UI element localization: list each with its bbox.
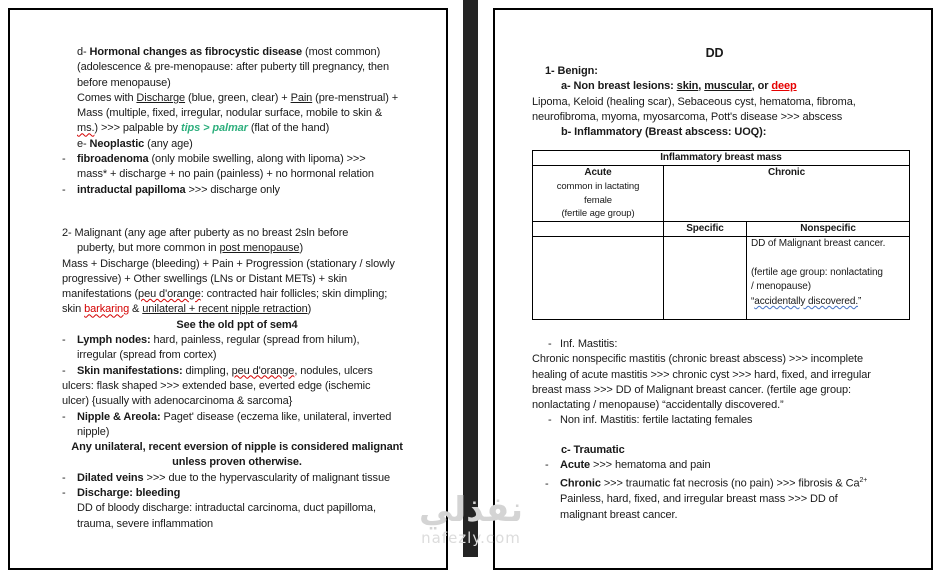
text-segment: trauma, severe inflammation	[77, 517, 214, 530]
text-segment: Pain	[290, 91, 313, 104]
text-segment: DD of bloody discharge: intraductal carcinoma, duct papilloma,	[77, 502, 376, 515]
text-segment: &	[129, 303, 143, 316]
text-segment: a- Non breast lesions:	[561, 80, 677, 93]
text-segment: Lymph nodes:	[77, 334, 151, 347]
text-segment	[751, 252, 754, 263]
acute-label: Acute	[584, 167, 612, 179]
text-line	[77, 45, 442, 60]
text-line	[62, 440, 412, 455]
text-segment: (flat of the hand)	[247, 122, 330, 135]
text-segment: Non inf. Mastitis: fertile lactating females	[560, 414, 753, 427]
text-segment: -	[62, 364, 66, 377]
text-segment: Hormonal changes as fibrocystic disease	[89, 46, 303, 58]
text-line	[751, 295, 905, 310]
text-line	[561, 443, 927, 458]
text-segment: skin	[62, 303, 85, 316]
text-segment: : contracted hair follicles; skin dimpling;	[200, 288, 388, 301]
text-segment: / menopause)	[751, 281, 811, 293]
text-line	[548, 413, 927, 428]
text-segment: -	[62, 334, 66, 347]
text-segment: peu d'orange	[138, 288, 201, 301]
text-line	[62, 486, 442, 501]
text-segment: (most common)	[302, 46, 381, 58]
text-segment: intraductal papilloma	[77, 183, 186, 196]
text-line	[560, 508, 927, 523]
text-segment: d-	[77, 46, 90, 58]
text-segment: unilateral + recent nipple retraction	[142, 303, 308, 316]
text-line	[77, 517, 442, 532]
text-line	[77, 121, 442, 136]
left-page-text	[10, 10, 446, 568]
nonspecific-detail-cell	[747, 236, 910, 319]
text-line	[62, 394, 442, 409]
text-segment: (only mobile swelling, along with lipoma) >>>	[148, 153, 366, 166]
text-line	[62, 152, 442, 167]
text-line	[62, 302, 442, 317]
right-page-top-text	[532, 45, 927, 140]
text-line	[532, 368, 927, 383]
acute-sub-2: female	[584, 194, 612, 206]
text-segment: barkaring	[84, 303, 130, 316]
left-document-page	[8, 8, 448, 570]
text-segment: Lipoma, Keloid (healing scar), Sebaceous cyst, hematoma, fibroma,	[532, 95, 856, 108]
text-segment: 1- Benign:	[545, 65, 598, 77]
text-segment: Neoplastic	[89, 137, 145, 150]
text-line	[62, 226, 442, 241]
text-segment: -	[62, 471, 66, 484]
text-segment: skin	[676, 80, 699, 93]
text-segment: -	[548, 337, 552, 350]
text-line	[532, 110, 927, 125]
text-segment: Any unilateral, recent eversion of nipple is considered malignant	[71, 441, 403, 454]
right-page-text	[495, 10, 931, 568]
text-line	[545, 473, 927, 492]
text-segment: Mass (multiple, fixed, irregular, nodular surface, mobile to skin &	[77, 107, 383, 120]
text-line	[62, 287, 442, 302]
text-segment: -	[62, 410, 66, 423]
text-segment: malignant breast cancer.	[560, 508, 678, 521]
text-segment: ) >>> palpable by	[94, 122, 181, 135]
text-line	[77, 501, 442, 516]
text-segment: accidentally discovered.	[754, 295, 859, 307]
text-segment: b- Inflammatory (Breast abscess: UOQ):	[561, 126, 767, 139]
text-segment: -	[62, 487, 66, 500]
text-segment: >>> traumatic fat necrosis (no pain) >>> fibrosis & Ca	[600, 478, 860, 491]
text-segment: See the old ppt of sem4	[176, 318, 298, 331]
right-document-page	[493, 8, 933, 570]
text-line	[62, 318, 412, 333]
text-segment: Nipple & Areola:	[77, 410, 161, 423]
table-title-cell: Inflammatory breast mass	[533, 151, 910, 166]
text-line	[532, 383, 927, 398]
nonspecific-cell: Nonspecific	[747, 221, 910, 236]
text-segment: -	[545, 459, 549, 472]
text-line	[532, 45, 897, 62]
text-segment: neurofibroma, myoma, myosarcoma, Pott's disease >>> abscess	[532, 110, 843, 123]
text-segment: , nodules, ulcers	[294, 364, 373, 377]
text-line	[751, 251, 905, 266]
text-line	[77, 76, 442, 91]
text-segment: healing of acute mastitis >>> chronic cyst >>> hard, fixed, and irregular	[532, 368, 871, 381]
text-segment: nipple)	[77, 425, 110, 438]
text-segment: Dilated veins	[77, 471, 144, 484]
right-page-bottom-text	[532, 337, 927, 523]
text-segment: peu d'orange	[231, 364, 295, 377]
text-segment: hard, painless, regular (spread from hilum),	[150, 334, 360, 347]
text-segment: tips > palmar	[181, 122, 248, 135]
text-segment: Discharge: bleeding	[77, 487, 181, 500]
text-segment: dimpling,	[182, 364, 232, 377]
text-segment: , or	[751, 80, 772, 93]
text-segment: manifestations (	[62, 288, 139, 301]
inflammatory-breast-mass-table	[532, 150, 910, 320]
text-segment: 2+	[859, 477, 868, 485]
text-line	[548, 337, 927, 352]
text-line	[751, 237, 905, 252]
text-line	[545, 458, 927, 473]
empty-cell	[664, 236, 747, 319]
text-line	[532, 95, 927, 110]
watermark-domain: nafezly.com	[421, 529, 521, 547]
text-segment: deep	[771, 80, 797, 93]
text-segment: Chronic nonspecific mastitis (chronic breast abscess) >>> incomplete	[532, 353, 863, 366]
text-segment: Chronic	[560, 478, 601, 491]
text-segment: Skin manifestations:	[77, 364, 183, 377]
text-line	[62, 379, 442, 394]
text-line	[77, 167, 442, 182]
text-segment: Discharge	[136, 91, 186, 104]
text-line	[545, 64, 927, 79]
specific-cell: Specific	[664, 221, 747, 236]
empty-cell	[533, 221, 664, 236]
text-line	[62, 471, 442, 486]
text-line	[751, 266, 905, 281]
text-segment: fibroadenoma	[77, 153, 149, 166]
text-segment: DD of Malignant breast cancer.	[751, 237, 886, 249]
text-segment: ”	[858, 295, 862, 307]
text-segment: mass* + discharge + no pain (painless) + no hormonal relation	[77, 168, 374, 181]
text-segment: Painless, hard, fixed, and irregular breast mass >>> DD of	[560, 493, 838, 506]
text-segment: >>> hematoma and pain	[590, 459, 711, 472]
acute-cell	[533, 166, 664, 222]
text-line	[62, 333, 442, 348]
text-segment: ,	[698, 80, 705, 93]
text-segment: unless proven otherwise.	[172, 456, 302, 469]
text-line	[62, 272, 442, 287]
text-segment: before menopause)	[77, 76, 171, 89]
text-segment: )	[299, 242, 304, 255]
text-line	[751, 280, 905, 295]
text-segment: (fertile age group: nonlactating	[751, 266, 883, 278]
text-segment: post menopause	[219, 242, 300, 255]
text-segment: “	[751, 295, 755, 307]
empty-cell	[533, 236, 664, 319]
text-segment: ulcer) {usually with adenocarcinoma & sarcoma}	[62, 395, 293, 408]
text-segment: 2- Malignant (any age after puberty as no breast 2sln before	[62, 226, 349, 239]
text-segment: breast mass >>> DD of Malignant breast cancer. (fertile age group:	[532, 383, 851, 396]
text-segment: ulcers: flask shaped >>> extended base, everted edge (ischemic	[62, 379, 371, 392]
text-segment: Acute	[560, 459, 591, 472]
text-segment: >>> due to the hypervascularity of malignant tissue	[143, 471, 390, 484]
text-line	[77, 348, 442, 363]
text-segment: Comes with	[77, 91, 137, 104]
text-segment: (blue, green, clear) +	[185, 91, 291, 104]
text-segment: progressive) + Other swellings (LNs or Distant METs) + skin	[62, 272, 348, 285]
text-segment: c- Traumatic	[561, 443, 625, 456]
text-segment: >>> discharge only	[185, 183, 280, 196]
text-line	[77, 91, 442, 106]
text-segment: -	[62, 153, 66, 166]
text-line	[561, 125, 927, 140]
text-segment: -	[548, 414, 552, 427]
text-segment: Mass + Discharge (bleeding) + Pain + Progression (stationary / slowly	[62, 257, 395, 270]
text-line	[77, 241, 442, 256]
text-segment: e-	[77, 137, 90, 150]
text-line	[560, 492, 927, 507]
text-segment: -	[62, 183, 66, 196]
text-segment: Inf. Mastitis:	[560, 337, 618, 350]
chronic-cell: Chronic	[664, 166, 910, 222]
text-segment: nonlactating / menopause) “accidentally discovered.”	[532, 399, 784, 412]
text-line	[77, 106, 442, 121]
text-segment: irregular (spread from cortex)	[77, 349, 217, 362]
watermark-logo: نفذلي	[418, 490, 524, 530]
text-segment: (adolescence & pre-menopause: after puberty till pregnancy, then	[77, 61, 389, 74]
text-line	[532, 352, 927, 367]
text-line	[561, 79, 927, 94]
text-line	[62, 455, 412, 470]
text-line	[62, 183, 442, 198]
text-segment: ms.	[77, 122, 95, 135]
text-segment: muscular	[704, 80, 752, 93]
text-segment: puberty, but more common in	[77, 242, 220, 255]
text-segment: Paget' disease (eczema like, unilateral, inverted	[160, 410, 392, 423]
text-line	[77, 137, 442, 152]
text-segment: (any age)	[144, 137, 193, 150]
text-segment: (pre-menstrual) +	[312, 91, 399, 104]
text-line	[77, 425, 442, 440]
text-line	[62, 257, 442, 272]
text-line	[62, 364, 442, 379]
text-segment: DD	[705, 46, 724, 60]
text-segment: -	[545, 478, 549, 491]
page-divider-bar	[463, 0, 478, 557]
acute-sub-3: (fertile age group)	[561, 208, 635, 220]
text-line	[532, 398, 927, 413]
text-segment: )	[307, 303, 312, 316]
text-line	[62, 410, 442, 425]
text-line	[77, 60, 442, 75]
acute-sub-1: common in lactating	[556, 181, 640, 193]
